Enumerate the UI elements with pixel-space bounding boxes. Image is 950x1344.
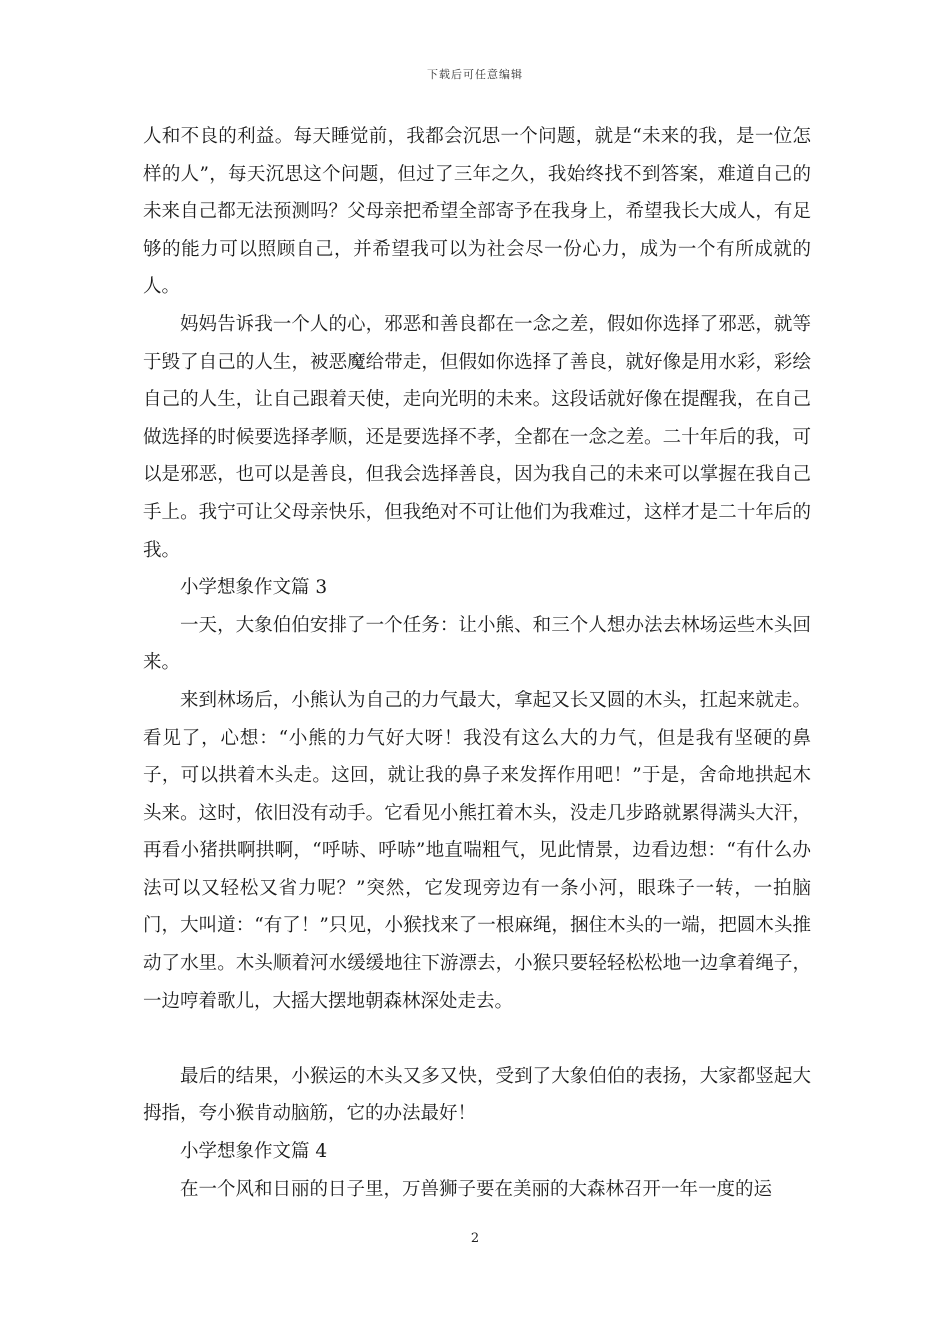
page-header: 下载后可任意编辑 [427,68,523,81]
paragraph: 在一个风和日丽的日子里，万兽狮子要在美丽的大森林召开一年一度的运 [180,1178,773,1200]
paragraph: 一天，大象伯伯安排了一个任务：让小熊、和三个人想办法去林场运些木头回来。 [143,614,811,674]
page-number: 2 [470,1231,480,1246]
paragraph: 妈妈告诉我一个人的心，邪恶和善良都在一念之差，假如你选择了邪恶，就等于毁了自己的人生，被恶魔给带走，但假如你选择了善良，就好像是用水彩，彩绘自己的人生，让自己跟着天使，走向光明的未来。这段话就好像在提醒我，在自己做选择的时候要选择孝顺，还是要选择不孝，全都在一念之差。二十年后的我，可以是邪恶，也可以是善良，但我会选择善良，因为我自己的未来可以掌握在我自己手上。我宁可让父母亲快乐，但我绝对不可让他们为我难过，这样才是二十年后的我。 [143,313,811,561]
section-heading: 小学想象作文篇 3 [180,577,328,599]
paragraph-continuation: 人和不良的利益。每天睡觉前，我都会沉思一个问题，就是“未来的我，是一位怎样的人”，每天沉思这个问题，但过了三年之久，我始终找不到答案，难道自己的未来自己都无法预测吗？父母亲把希望全部寄予在我身上，希望我长大成人，有足够的能力可以照顾自己，并希望我可以为社会尽一份心力，成为一个有所成就的人。 [143,126,811,298]
paragraph: 来到林场后，小熊认为自己的力气最大，拿起又长又圆的木头，扛起来就走。看见了，心想：“小熊的力气好大呀！我没有这么大的力气，但是我有坚硬的鼻子，可以拱着木头走。这回，就让我的鼻子来发挥作用吧！”于是，舍命地拱起木头来。这时，依旧没有动手。它看见小熊扛着木头，没走几步路就累得满头大汗，再看小猪拱啊拱啊，“呼哧、呼哧”地直喘粗气，见此情景，边看边想：“有什么办法可以又轻松又省力呢？”突然，它发现旁边有一条小河，眼珠子一转，一拍脑门，大叫道：“有了！”只见，小猴找来了一根麻绳，捆住木头的一端，把圆木头推动了水里。木头顺着河水缓缓地往下游漂去，小猴只要轻轻松松地一边拿着绳子，一边哼着歌儿，大摇大摆地朝森林深处走去。 [143,689,811,1012]
document-body [143,118,811,1208]
paragraph: 最后的结果，小猴运的木头又多又快，受到了大象伯伯的表扬，大家都竖起大拇指，夸小猴肯动脑筋，它的办法最好！ [143,1065,811,1125]
section-heading: 小学想象作文篇 4 [180,1141,328,1163]
blank-line [143,1020,811,1058]
